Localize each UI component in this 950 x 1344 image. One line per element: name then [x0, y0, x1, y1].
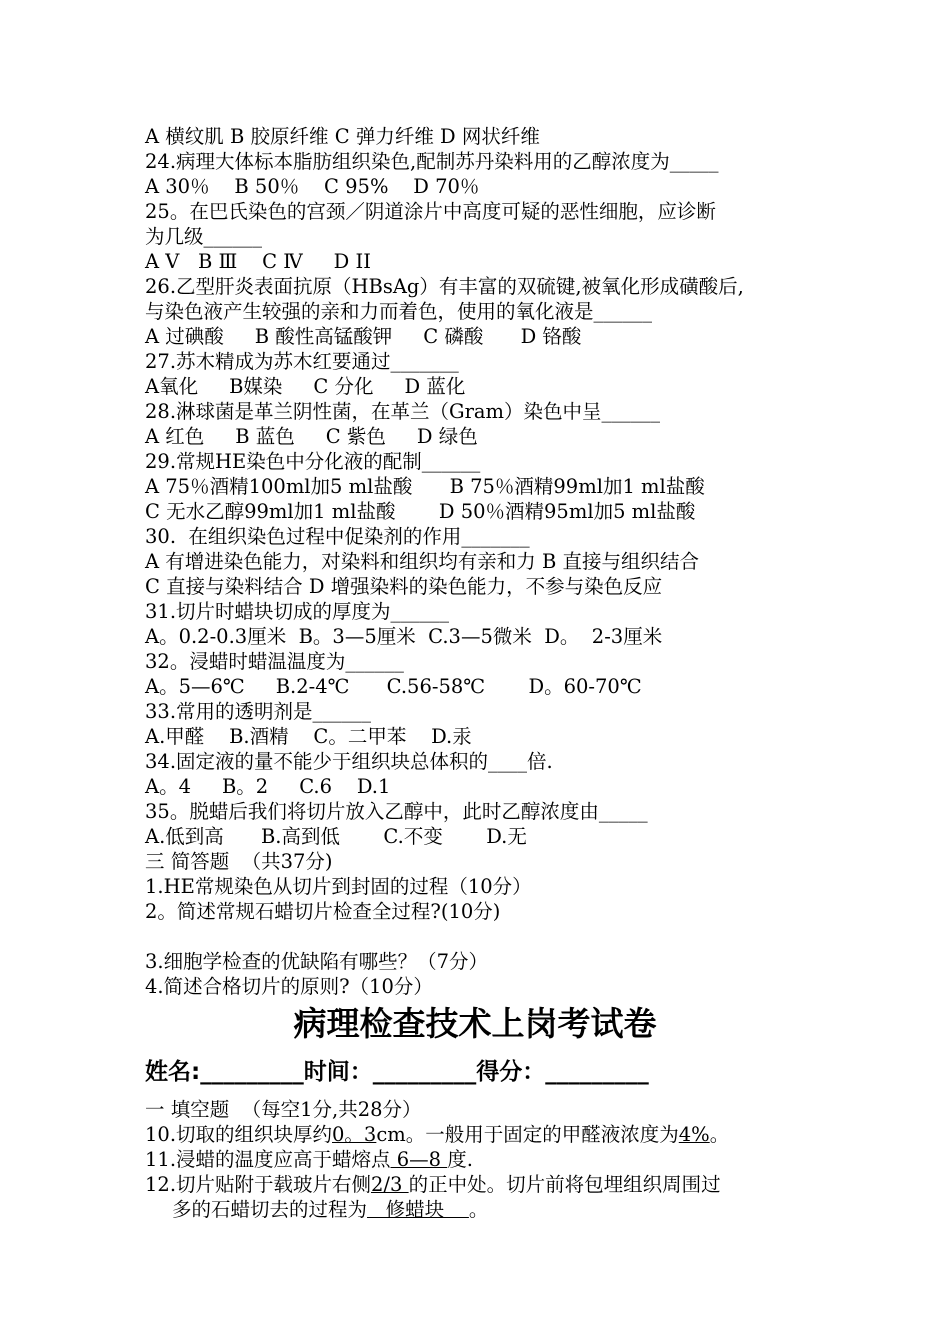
question-12-cont-text: 多的石蜡切去的过程为 — [172, 1198, 368, 1221]
question-12-text: 12.切片贴附于载玻片右侧 — [145, 1173, 372, 1196]
question-33: 33.常用的透明剂是______ — [145, 700, 372, 723]
question-10-answer-thickness: 0。3 — [332, 1123, 377, 1146]
question-27-options: A氧化 B媒染 C 分化 D 蓝化 — [145, 375, 466, 398]
question-33-options: A.甲醛 B.酒精 C。二甲苯 D.汞 — [145, 725, 472, 748]
question-34: 34.固定液的量不能少于组织块总体积的____倍. — [145, 750, 553, 773]
question-31: 31.切片时蜡块切成的厚度为______ — [145, 600, 450, 623]
question-25-cont: 为几级______ — [145, 225, 263, 248]
question-10-text: 10.切取的组织块厚约 — [145, 1123, 333, 1146]
question-25: 25。在巴氏染色的宫颈／阴道涂片中高度可疑的恶性细胞，应诊断 — [145, 200, 716, 223]
short-answer-2: 2。简述常规石蜡切片检查全过程?(10分) — [145, 900, 501, 923]
question-28: 28.淋球菌是革兰阴性菌，在革兰（Gram）染色中呈______ — [145, 400, 661, 423]
question-12-text-2: 的正中处。切片前将包埋组织周围过 — [408, 1173, 721, 1196]
question-28-options: A 红色 B 蓝色 C 紫色 D 绿色 — [145, 425, 478, 448]
question-12-cont — [172, 1198, 488, 1222]
question-30-options-cd: C 直接与染料结合 D 增强染料的染色能力，不参与染色反应 — [145, 575, 663, 598]
question-29-options-ab: A 75％酒精100ml加5 ml盐酸 B 75％酒精99ml加1 ml盐酸 — [145, 475, 705, 498]
question-10-end: 。 — [709, 1123, 730, 1146]
section-heading-fill-blank: 一 填空题 （每空1分,共28分） — [145, 1098, 422, 1121]
question-29: 29.常规HE染色中分化液的配制______ — [145, 450, 481, 473]
question-11-text: 11.浸蜡的温度应高于蜡熔点 — [145, 1148, 391, 1171]
question-35: 35。脱蜡后我们将切片放入乙醇中，此时乙醇浓度由_____ — [145, 800, 648, 823]
question-30-options-ab: A 有增进染色能力，对染料和组织均有亲和力 B 直接与组织结合 — [145, 550, 700, 573]
text-line: A 横纹肌 B 胶原纤维 C 弹力纤维 D 网状纤维 — [145, 125, 540, 148]
question-11 — [145, 1148, 473, 1172]
question-12-answer-position: 2/3 — [371, 1173, 409, 1196]
short-answer-1: 1.HE常规染色从切片到封固的过程（10分） — [145, 875, 532, 898]
question-27: 27.苏木精成为苏木红要通过_______ — [145, 350, 459, 373]
exam-title: 病理检查技术上岗考试卷 — [293, 1004, 657, 1043]
name-time-score-row: 姓名:_________时间：_________得分：_________ — [145, 1059, 649, 1085]
question-12-answer-trimming: 修蜡块 — [367, 1198, 469, 1221]
question-26: 26.乙型肝炎表面抗原（HBsAg）有丰富的双硫键,被氧化形成磺酸后, — [145, 275, 744, 298]
question-10-text-2: cm。一般用于固定的甲醛液浓度为 — [376, 1123, 679, 1146]
question-29-options-cd: C 无水乙醇99ml加1 ml盐酸 D 50％酒精95ml加5 ml盐酸 — [145, 500, 696, 523]
question-11-end: 度. — [447, 1148, 473, 1171]
question-11-answer: 6—8 — [390, 1148, 448, 1171]
question-24-options: A 30％ B 50％ C 95% D 70％ — [145, 175, 480, 198]
section-heading-short-answer: 三 简答题 （共37分) — [145, 850, 333, 873]
question-25-options: A Ⅴ B Ⅲ C Ⅳ D II — [145, 250, 371, 273]
question-34-options: A。4 B。2 C.6 D.1 — [145, 775, 391, 798]
question-26-cont: 与染色液产生较强的亲和力而着色，使用的氧化液是______ — [145, 300, 653, 323]
question-32-options: A。5—6℃ B.2-4℃ C.56-58℃ D。60-70℃ — [145, 675, 642, 698]
question-24: 24.病理大体标本脂肪组织染色,配制苏丹染料用的乙醇浓度为_____ — [145, 150, 719, 173]
question-12 — [145, 1173, 721, 1197]
question-10 — [145, 1123, 729, 1147]
question-26-options: A 过碘酸 B 酸性高锰酸钾 C 磷酸 D 铬酸 — [145, 325, 582, 348]
short-answer-4: 4.简述合格切片的原则?（10分） — [145, 975, 433, 998]
question-10-answer-concentration: 4% — [678, 1123, 710, 1146]
question-12-end: 。 — [468, 1198, 489, 1221]
question-35-options: A.低到高 B.高到低 C.不变 D.无 — [145, 825, 527, 848]
short-answer-3: 3.细胞学检查的优缺陷有哪些？（7分） — [145, 950, 489, 973]
question-30: 30. 在组织染色过程中促染剂的作用_______ — [145, 525, 530, 548]
question-32: 32。浸蜡时蜡温温度为______ — [145, 650, 404, 673]
question-31-options: A。0.2-0.3厘米 B。3—5厘米 C.3—5微米 D。 2-3厘米 — [145, 625, 663, 648]
